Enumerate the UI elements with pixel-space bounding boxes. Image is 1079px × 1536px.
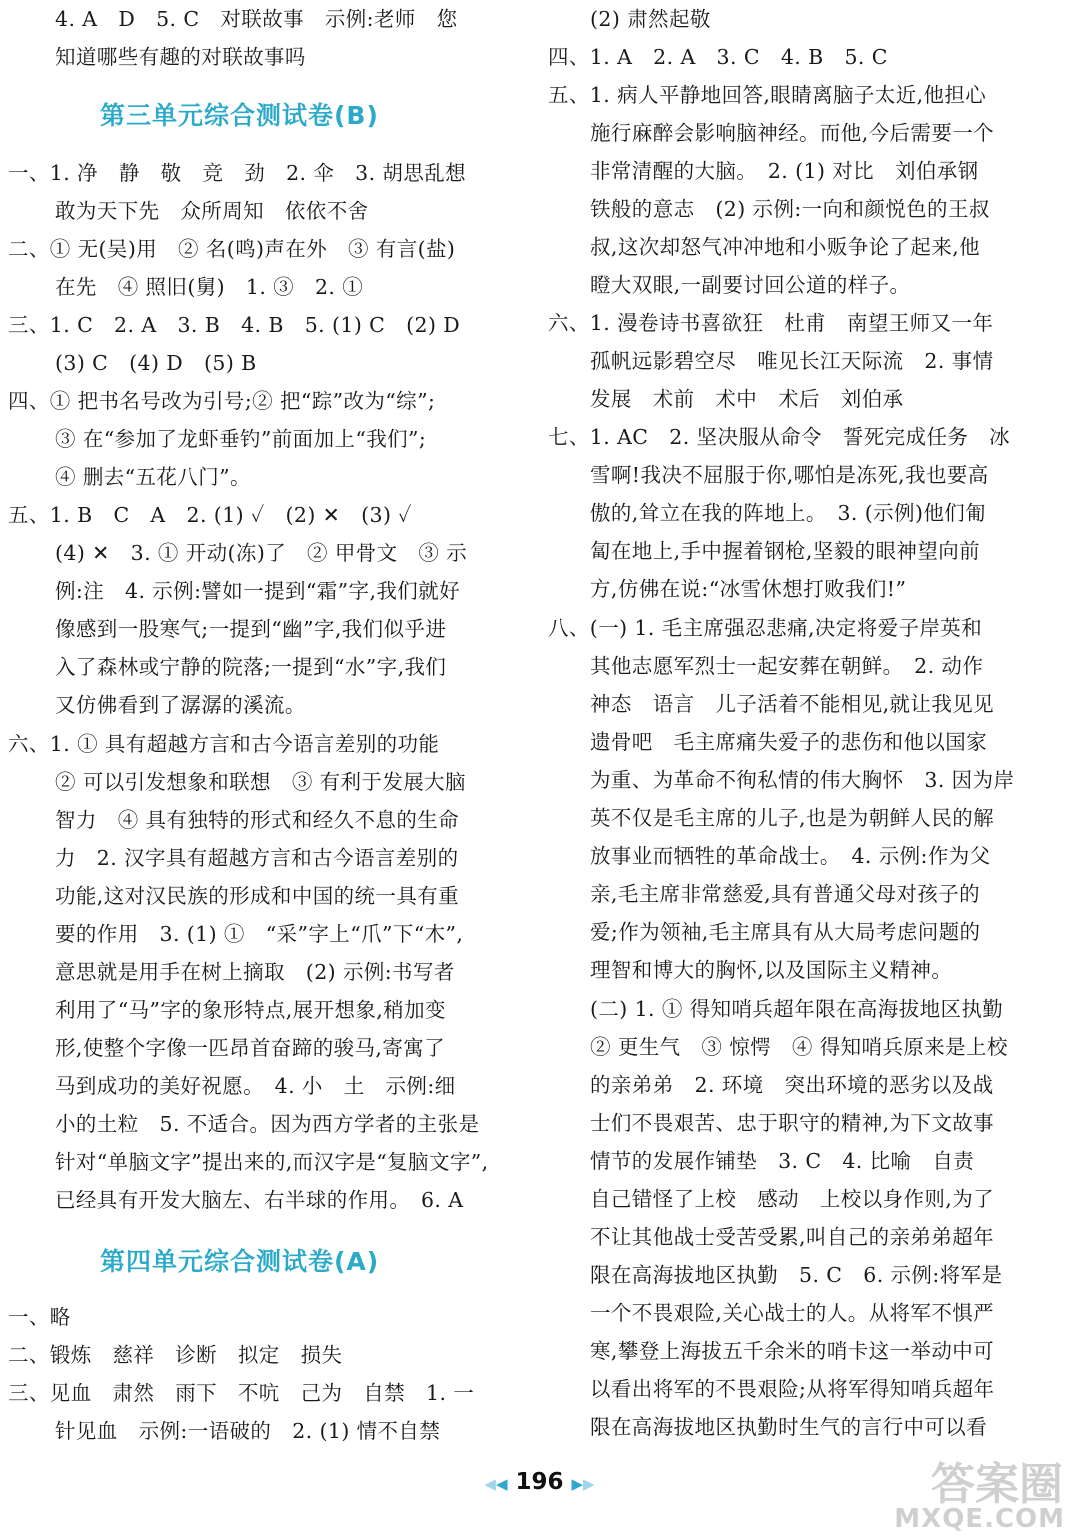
watermark-text: 答案圈: [931, 1459, 1063, 1510]
text-line: 匐在地上,手中握着钢枪,坚毅的眼神望向前: [590, 539, 981, 563]
text-line: 针见血 示例:一语破的 2. (1) 情不自禁: [55, 1419, 441, 1443]
text-line: 为重、为革命不徇私情的伟大胸怀 3. 因为岸: [590, 768, 1015, 792]
text-line: 限在高海拔地区执勤 5. C 6. 示例:将军是: [590, 1263, 1003, 1287]
triangle-left-icon: ◀: [495, 1475, 508, 1493]
text-line: 爱;作为领袖,毛主席具有从大局考虑问题的: [590, 920, 981, 944]
text-line: 情节的发展作铺垫 3. C 4. 比喻 自责: [590, 1149, 975, 1173]
text-line: 又仿佛看到了潺潺的溪流。: [55, 693, 306, 717]
text-line: 五、1. B C A 2. (1) ✓ (2) ✕ (3) ✓: [8, 503, 412, 527]
text-line: 四、① 把书名号改为引号;② 把“踪”改为“综”;: [8, 389, 436, 413]
text-line: 七、1. AC 2. 坚决服从命令 誓死完成任务 冰: [548, 425, 1011, 449]
text-line: 施行麻醉会影响脑神经。而他,今后需要一个: [590, 121, 995, 145]
text-line: 傲的,耸立在我的阵地上。 3. (示例)他们匍: [590, 501, 987, 525]
text-line: 要的作用 3. (1) ① “采”字上“爪”下“木”,: [55, 922, 464, 946]
section-heading-unit3-b: 第三单元综合测试卷(B): [100, 101, 379, 130]
text-line: 发展 术前 术中 术后 刘伯承: [590, 387, 904, 411]
text-line: 放事业而牺牲的革命战士。 4. 示例:作为父: [590, 844, 991, 868]
text-line: 力 2. 汉字具有超越方言和古今语言差别的: [55, 846, 459, 870]
page-number: 196: [515, 1469, 564, 1495]
text-line: 二、锻炼 慈祥 诊断 拟定 损失: [8, 1343, 343, 1367]
text-line: 针对“单脑文字”提出来的,而汉字是“复脑文字”,: [55, 1150, 489, 1174]
text-line: 意思就是用手在树上摘取 (2) 示例:书写者: [55, 960, 455, 984]
text-line: ② 可以引发想象和联想 ③ 有利于发展大脑: [55, 770, 466, 794]
text-line: 一个不畏艰险,关心战士的人。从将军不惧严: [590, 1301, 995, 1325]
text-line: 士们不畏艰苦、忠于职守的精神,为下文故事: [590, 1111, 995, 1135]
text-line: 小的土粒 5. 不适合。因为西方学者的主张是: [55, 1112, 480, 1136]
text-line: 马到成功的美好祝愿。 4. 小 土 示例:细: [55, 1074, 456, 1098]
text-line: 4. A D 5. C 对联故事 示例:老师 您: [55, 7, 458, 31]
text-line: 三、1. C 2. A 3. B 4. B 5. (1) C (2) D: [8, 313, 461, 337]
watermark-logo: [881, 1448, 1071, 1536]
text-line: 三、见血 肃然 雨下 不吭 己为 自禁 1. 一: [8, 1381, 475, 1405]
text-line: 遗骨吧 毛主席痛失爱子的悲伤和他以国家: [590, 730, 988, 754]
text-line: 瞪大双眼,一副要讨回公道的样子。: [590, 273, 911, 297]
text-line: 自己错怪了上校 感动 上校以身作则,为了: [590, 1187, 995, 1211]
text-line: 在先 ④ 照旧(舅) 1. ③ 2. ①: [55, 275, 364, 299]
text-line: 理智和博大的胸怀,以及国际主义精神。: [590, 958, 953, 982]
text-line: 寒,攀登上海拔五千余米的哨卡这一举动中可: [590, 1339, 995, 1363]
text-line: 利用了“马”字的象形特点,展开想象,稍加变: [55, 998, 446, 1022]
text-line: 铁般的意志 (2) 示例:一向和颜悦色的王叔: [590, 197, 990, 221]
text-line: 雪啊!我决不屈服于你,哪怕是冻死,我也要高: [590, 463, 989, 487]
text-line: 其他志愿军烈士一起安葬在朝鲜。 2. 动作: [590, 654, 984, 678]
text-line: 功能,这对汉民族的形成和中国的统一具有重: [55, 884, 460, 908]
text-line: 四、1. A 2. A 3. C 4. B 5. C: [548, 45, 888, 69]
text-line: ② 更生气 ③ 惊愕 ④ 得知哨兵原来是上校: [590, 1035, 1008, 1059]
text-line: (3) C (4) D (5) B: [55, 351, 257, 375]
text-line: 像感到一股寒气;一提到“幽”字,我们似乎进: [55, 617, 447, 641]
text-line: 八、(一) 1. 毛主席强忍悲痛,决定将爱子岸英和: [548, 616, 983, 640]
text-line: 智力 ④ 具有独特的形式和经久不息的生命: [55, 808, 460, 832]
text-line: 形,使整个字像一匹昂首奋蹄的骏马,寄寓了: [55, 1036, 446, 1060]
text-line: 知道哪些有趣的对联故事吗: [55, 45, 306, 69]
text-line: 六、1. 漫卷诗书喜欲狂 杜甫 南望王师又一年: [548, 311, 994, 335]
text-line: 亲,毛主席非常慈爱,具有普通父母对孩子的: [590, 882, 981, 906]
text-line: (2) 肃然起敬: [590, 7, 711, 31]
text-line: 例:注 4. 示例:譬如一提到“霜”字,我们就好: [55, 579, 460, 603]
text-line: 叔,这次却怒气冲冲地和小贩争论了起来,他: [590, 235, 981, 259]
text-line: 敢为天下先 众所周知 依依不舍: [55, 199, 369, 223]
text-line: 入了森林或宁静的院落;一提到“水”字,我们: [55, 655, 447, 679]
text-line: (4) ✕ 3. ① 开动(冻)了 ② 甲骨文 ③ 示: [55, 541, 468, 565]
text-line: 五、1. 病人平静地回答,眼睛离脑子太近,他担心: [548, 83, 987, 107]
text-line: 限在高海拔地区执勤时生气的言行中可以看: [590, 1415, 988, 1439]
triangle-right-icon: ▶: [571, 1475, 584, 1493]
text-line: 以看出将军的不畏艰险;从将军得知哨兵超年: [590, 1377, 995, 1401]
triangle-right-icon: ▶: [583, 1475, 595, 1493]
text-line: 方,仿佛在说:“冰雪休想打败我们!”: [590, 577, 907, 601]
text-line: 二、① 无(吴)用 ② 名(鸣)声在外 ③ 有言(盐): [8, 237, 456, 261]
text-line: (二) 1. ① 得知哨兵超年限在高海拔地区执勤: [590, 997, 1004, 1021]
text-line: 神态 语言 儿子活着不能相见,就让我见见: [590, 692, 995, 716]
text-line: 已经具有开发大脑左、右半球的作用。 6. A: [55, 1188, 464, 1212]
section-heading-unit4-a: 第四单元综合测试卷(A): [100, 1247, 380, 1276]
text-line: 一、1. 净 静 敬 竞 劲 2. 伞 3. 胡思乱想: [8, 161, 467, 185]
text-line: 不让其他战士受苦受累,叫自己的亲弟弟超年: [590, 1225, 995, 1249]
text-line: 非常清醒的大脑。 2. (1) 对比 刘伯承钢: [590, 159, 979, 183]
text-line: 的亲弟弟 2. 环境 突出环境的恶劣以及战: [590, 1073, 994, 1097]
text-line: 孤帆远影碧空尽 唯见长江天际流 2. 事情: [590, 349, 994, 373]
text-line: 一、略: [8, 1305, 71, 1329]
text-line: ④ 删去“五花八门”。: [55, 465, 251, 489]
text-line: 六、1. ① 具有超越方言和古今语言差别的功能: [8, 732, 440, 756]
text-line: ③ 在“参加了龙虾垂钓”前面加上“我们”;: [55, 427, 427, 451]
text-line: 英不仅是毛主席的儿子,也是为朝鲜人民的解: [590, 806, 995, 830]
triangle-left-icon: ◀: [484, 1475, 496, 1493]
watermark-url: MXQE.COM: [894, 1504, 1065, 1534]
